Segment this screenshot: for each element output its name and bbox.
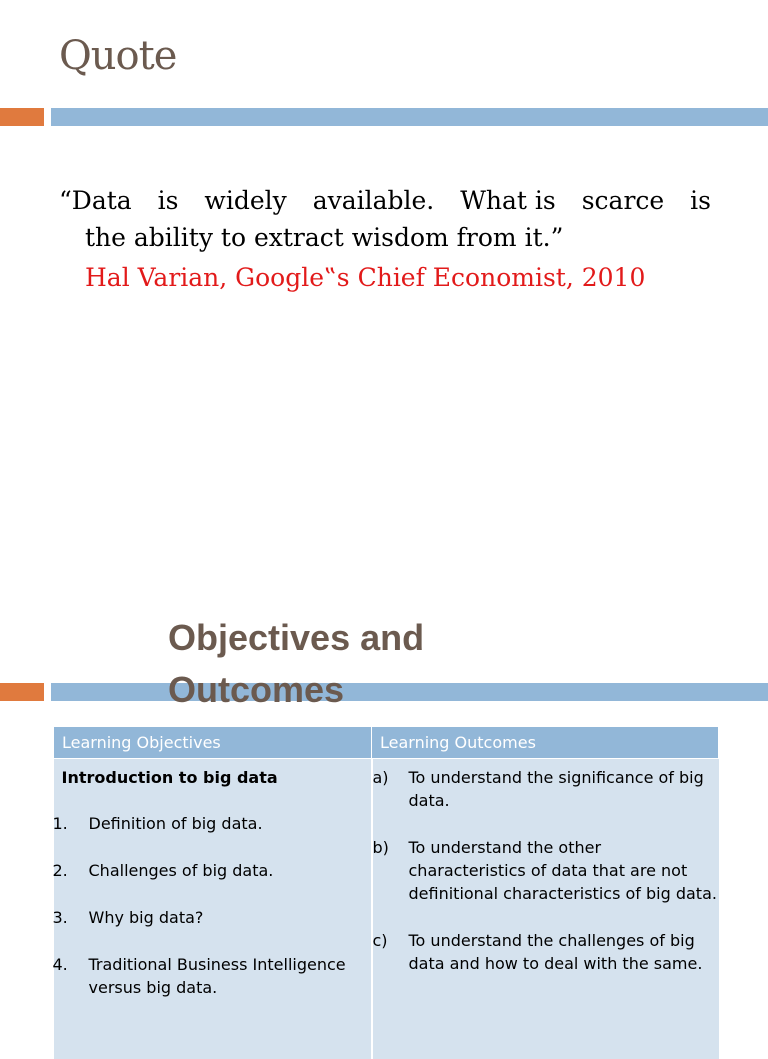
list-label: a) xyxy=(373,766,409,812)
list-item xyxy=(53,906,371,929)
table-header-row xyxy=(54,727,719,759)
list-item xyxy=(53,859,371,882)
objectives-outcomes-table xyxy=(53,726,719,1059)
slide-title-quote: Quote xyxy=(59,33,176,79)
list-text: To understand the other characteristics of data that are not definitional characteristics of big data. xyxy=(409,836,719,905)
list-number: 1. xyxy=(53,812,89,835)
list-number: 2. xyxy=(53,859,89,882)
quote-word: is xyxy=(158,182,179,219)
header-learning-objectives: Learning Objectives xyxy=(54,727,372,759)
list-item xyxy=(373,929,719,975)
quote-word: available. xyxy=(313,182,435,219)
header-learning-outcomes: Learning Outcomes xyxy=(372,727,719,759)
quote-word: What is xyxy=(460,182,556,219)
list-text: Challenges of big data. xyxy=(89,859,371,882)
list-item xyxy=(53,812,371,835)
list-text: To understand the significance of big data. xyxy=(409,766,719,812)
title-accent-bar-blue xyxy=(51,108,768,126)
slide-title-objectives: Objectives and Outcomes xyxy=(168,612,568,716)
list-label: b) xyxy=(373,836,409,905)
list-number: 3. xyxy=(53,906,89,929)
quote-text xyxy=(59,182,711,256)
quote-word: scarce xyxy=(582,182,664,219)
table-row xyxy=(54,759,719,1059)
outcomes-cell xyxy=(372,759,719,1059)
list-number: 4. xyxy=(53,953,89,999)
list-text: Traditional Business Intelligence versus big data. xyxy=(89,953,371,999)
list-text: To understand the challenges of big data and how to deal with the same. xyxy=(409,929,719,975)
quote-line-1 xyxy=(59,182,711,219)
quote-attribution: Hal Varian, Google‟s Chief Economist, 2010 xyxy=(85,263,645,292)
title-accent-bar-orange xyxy=(0,108,44,126)
objectives-cell xyxy=(54,759,372,1059)
quote-word: is xyxy=(690,182,711,219)
list-item xyxy=(373,836,719,905)
list-label: c) xyxy=(373,929,409,975)
quote-word: widely xyxy=(204,182,286,219)
list-item xyxy=(373,766,719,812)
list-text: Why big data? xyxy=(89,906,371,929)
quote-line-2: the ability to extract wisdom from it.” xyxy=(59,219,711,256)
list-text: Definition of big data. xyxy=(89,812,371,835)
list-item xyxy=(53,953,371,999)
quote-word: “Data xyxy=(59,182,132,219)
objectives-intro: Introduction to big data xyxy=(54,766,371,789)
title-accent-bar-orange xyxy=(0,683,44,701)
